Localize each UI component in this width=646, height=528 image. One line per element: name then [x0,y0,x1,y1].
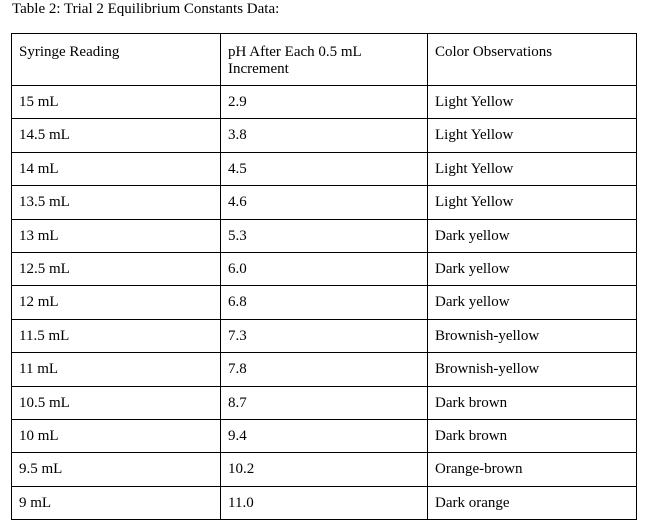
header-ph: pH After Each 0.5 mL Increment [221,34,428,86]
ph-cell: 4.6 [221,186,428,219]
ph-cell: 11.0 [221,486,428,519]
color-observation-cell: Brownish-yellow [428,319,637,352]
ph-cell: 7.3 [221,319,428,352]
ph-cell: 2.9 [221,86,428,119]
table-row [12,353,637,386]
header-syringe-reading: Syringe Reading [12,34,221,86]
table-header-row [12,34,637,86]
syringe-reading-cell: 11.5 mL [12,319,221,352]
color-observation-cell: Light Yellow [428,86,637,119]
ph-cell: 4.5 [221,152,428,185]
syringe-reading-cell: 14 mL [12,152,221,185]
table-row [12,419,637,452]
table-row [12,86,637,119]
color-observation-cell: Dark yellow [428,252,637,285]
syringe-reading-cell: 13.5 mL [12,186,221,219]
table-body [12,86,637,520]
table-row [12,319,637,352]
color-observation-cell: Light Yellow [428,119,637,152]
table-caption: Table 2: Trial 2 Equilibrium Constants Data: [12,1,280,17]
color-observation-cell: Light Yellow [428,186,637,219]
table-row [12,486,637,519]
header-color-observations: Color Observations [428,34,637,86]
syringe-reading-cell: 9.5 mL [12,453,221,486]
table-row [12,252,637,285]
color-observation-cell: Dark yellow [428,286,637,319]
syringe-reading-cell: 10.5 mL [12,386,221,419]
table-row [12,119,637,152]
ph-cell: 3.8 [221,119,428,152]
table-row [12,186,637,219]
table-row [12,219,637,252]
color-observation-cell: Dark brown [428,419,637,452]
table-row [12,453,637,486]
color-observation-cell: Dark brown [428,386,637,419]
color-observation-cell: Dark yellow [428,219,637,252]
syringe-reading-cell: 15 mL [12,86,221,119]
ph-cell: 10.2 [221,453,428,486]
table-row [12,152,637,185]
color-observation-cell: Light Yellow [428,152,637,185]
equilibrium-data-table [11,33,637,520]
ph-cell: 6.8 [221,286,428,319]
ph-cell: 8.7 [221,386,428,419]
syringe-reading-cell: 9 mL [12,486,221,519]
ph-cell: 7.8 [221,353,428,386]
syringe-reading-cell: 12.5 mL [12,252,221,285]
color-observation-cell: Brownish-yellow [428,353,637,386]
color-observation-cell: Dark orange [428,486,637,519]
syringe-reading-cell: 10 mL [12,419,221,452]
table-row [12,286,637,319]
syringe-reading-cell: 11 mL [12,353,221,386]
ph-cell: 6.0 [221,252,428,285]
ph-cell: 9.4 [221,419,428,452]
syringe-reading-cell: 13 mL [12,219,221,252]
ph-cell: 5.3 [221,219,428,252]
syringe-reading-cell: 14.5 mL [12,119,221,152]
syringe-reading-cell: 12 mL [12,286,221,319]
color-observation-cell: Orange-brown [428,453,637,486]
table-row [12,386,637,419]
